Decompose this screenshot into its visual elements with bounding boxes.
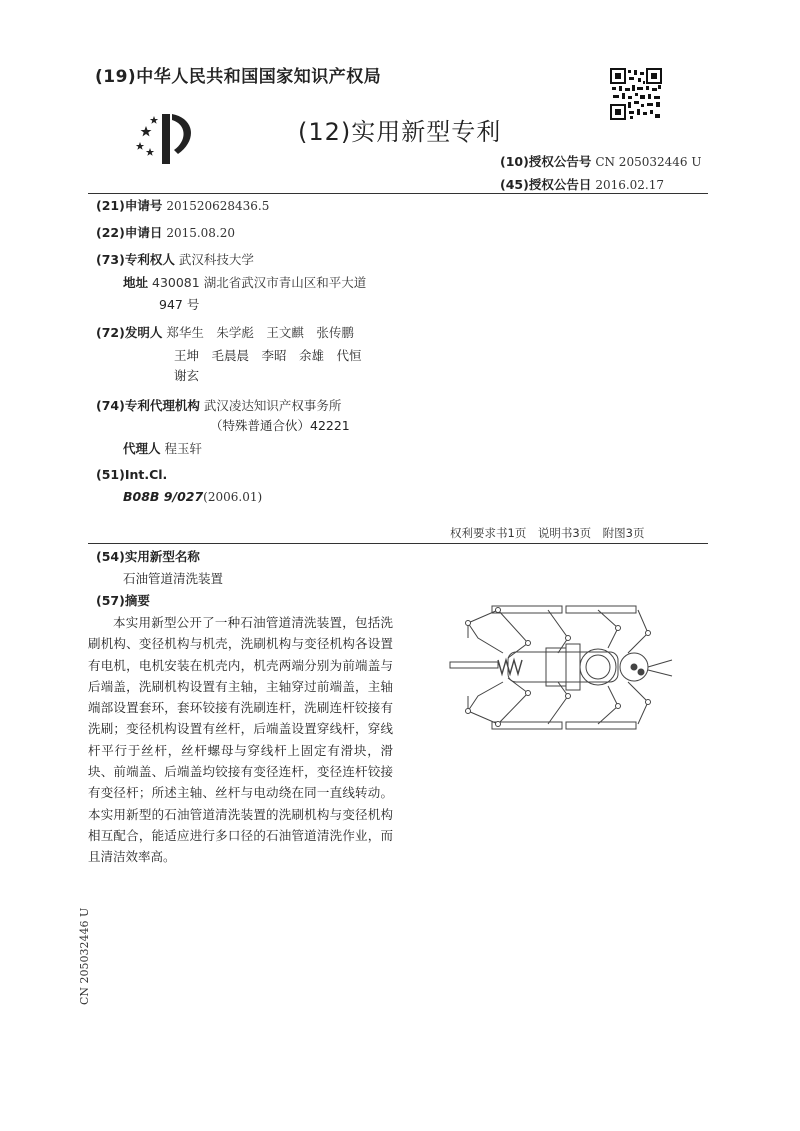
application-date-value: 2015.08.20 [166, 226, 236, 240]
inventors-line-3: 谢玄 [174, 368, 200, 383]
patentee-row [96, 250, 254, 269]
intcl-row [123, 487, 262, 507]
patentee-label: (73)专利权人 [96, 252, 175, 267]
publication-date-row [500, 175, 664, 193]
address-line-1: 430081 湖北省武汉市青山区和平大道 [152, 275, 367, 290]
device-drawing [448, 598, 674, 738]
header-divider [88, 193, 708, 194]
agent-row [123, 439, 202, 458]
issuing-office: (19)中华人民共和国国家知识产权局 [95, 67, 382, 87]
address-label: 地址 [123, 275, 149, 290]
publication-date-label: (45)授权公告日 [500, 177, 592, 192]
application-date-label: (22)申请日 [96, 225, 163, 240]
qr-code-icon [610, 68, 662, 120]
abstract-text: 本实用新型公开了一种石油管道清洗装置，包括洗刷机构、变径机构与机壳，洗刷机构与变径机构各设置有电机，电机安装在机壳内，机壳两端分别为前端盖与后端盖，洗刷机构设置有主轴，主轴穿过前端盖，主轴端部设置套环，套环铰接有洗刷连杆，洗刷连杆铰接有洗刷；变径机构设置有丝杆，后端盖设置穿线杆，穿线杆平行于丝杆，丝杆螺母与穿线杆上固定有滑块，滑块、前端盖、后端盖均铰接有变径连杆，变径连杆铰接有变径杆；所述主轴、丝杆与电动绕在同一直线转动。本实用新型的石油管道清洗装置的洗刷机构与变径机构相互配合，能适应进行多口径的石油管道清洗作业，而且清洁效率高。 [88, 615, 393, 865]
intcl-year: (2006.01) [203, 490, 263, 504]
section-divider [88, 543, 708, 544]
address-line-2: 947 号 [159, 297, 200, 312]
agent-value: 程玉轩 [164, 441, 203, 456]
inventors-line-2: 王坤 毛晨晨 李昭 余雄 代恒 [174, 348, 362, 363]
agency-label: (74)专利代理机构 [96, 398, 200, 413]
application-date-row [96, 223, 235, 243]
publication-number-row [500, 152, 701, 170]
abstract-label: (57)摘要 [96, 593, 150, 608]
page-count-info: 权利要求书1页 说明书3页 附图3页 [450, 526, 645, 540]
publication-number-value: CN 205032446 U [595, 155, 702, 169]
cnipa-logo-icon [132, 108, 204, 168]
document-type-title: (12)实用新型专利 [298, 118, 502, 146]
intcl-label: (51)Int.Cl. [96, 467, 168, 482]
inventors-row [96, 323, 354, 342]
intcl-code: B08B 9/027 [123, 489, 204, 504]
utility-model-name-value: 石油管道清洗装置 [123, 571, 224, 586]
inventors-line-1: 郑华生 朱学彪 王文麒 张传鹏 [166, 325, 354, 340]
agency-line-2: （特殊普通合伙）42221 [210, 418, 350, 433]
address-row [123, 273, 366, 292]
utility-model-name-label: (54)实用新型名称 [96, 549, 200, 564]
publication-date-value: 2016.02.17 [595, 178, 665, 192]
side-publication-number: CN 205032446 U [78, 907, 91, 1005]
inventors-label: (72)发明人 [96, 325, 163, 340]
publication-number-label: (10)授权公告号 [500, 154, 592, 169]
application-number-value: 201520628436.5 [166, 199, 270, 213]
agency-value: 武汉凌达知识产权事务所 [203, 398, 342, 413]
agency-row [96, 396, 341, 415]
application-number-label: (21)申请号 [96, 198, 163, 213]
application-number-row [96, 196, 269, 216]
patentee-value: 武汉科技大学 [178, 252, 254, 267]
agent-label: 代理人 [123, 441, 161, 456]
